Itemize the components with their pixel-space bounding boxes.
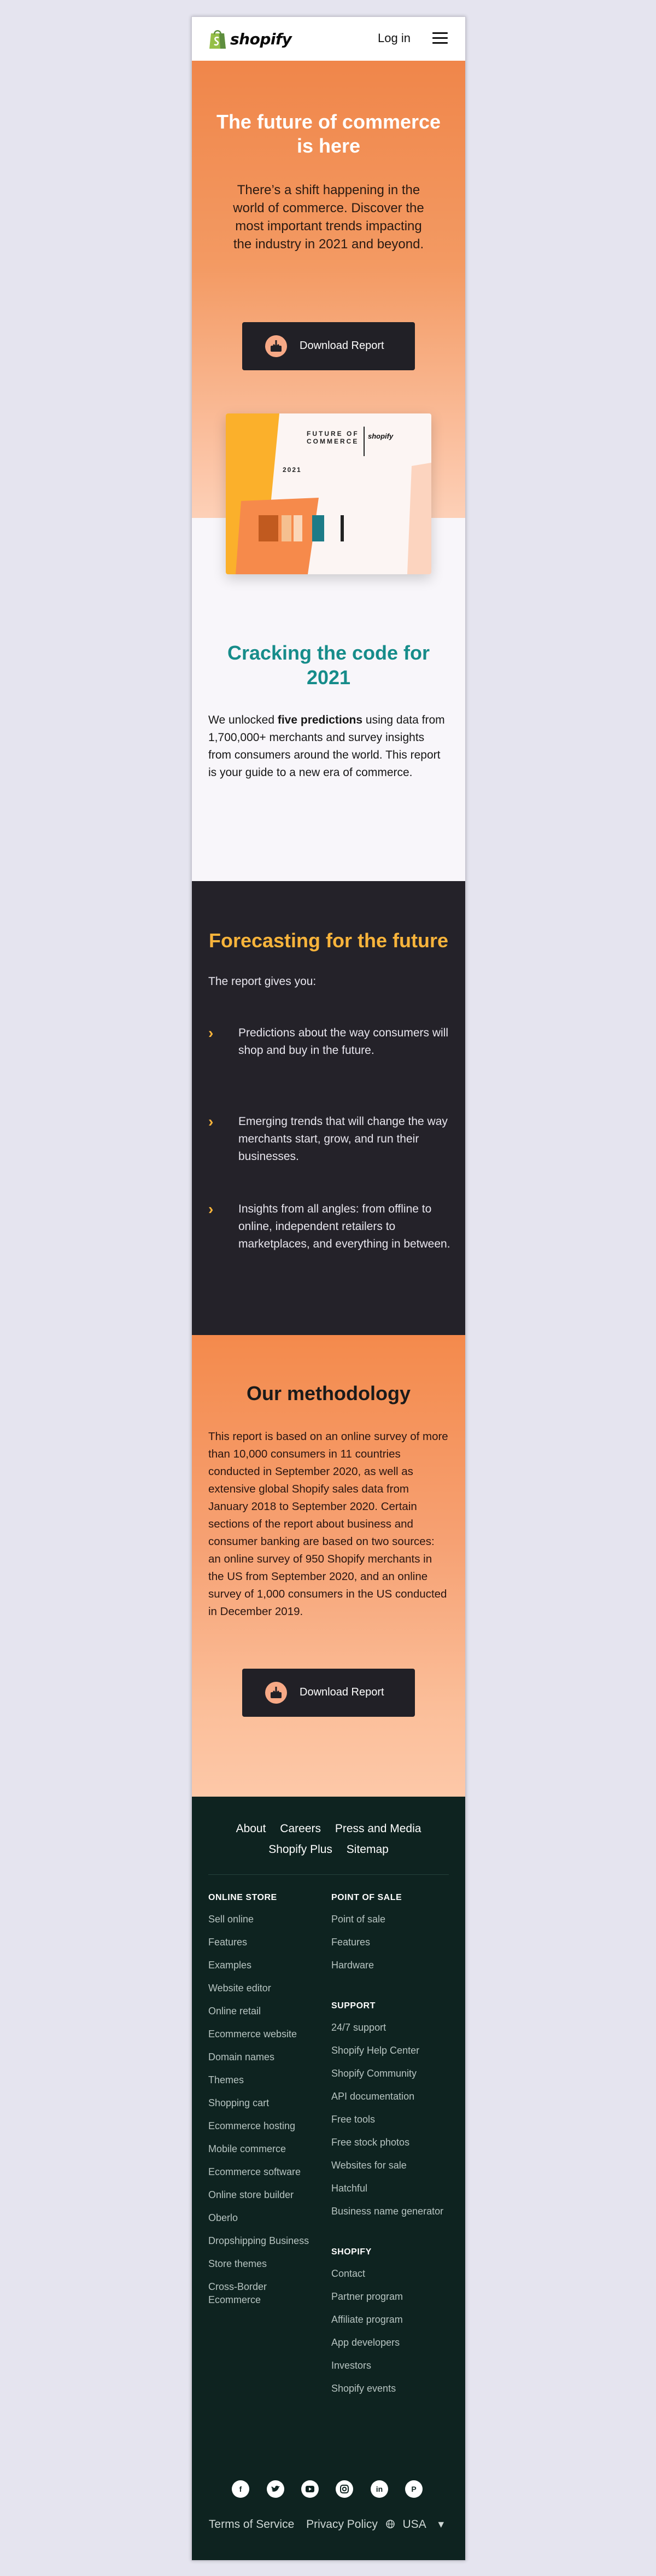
footer-link-sitemap[interactable]: Sitemap [346, 1843, 389, 1856]
footer-link[interactable]: Hardware [331, 1960, 374, 1971]
cover-title-line1: FUTURE OF [307, 430, 359, 438]
caret-down-icon: ▾ [438, 2518, 444, 2531]
footer-link[interactable]: Mobile commerce [208, 2143, 286, 2154]
chevron-right-icon: › [208, 1200, 214, 1217]
hamburger-menu-icon[interactable] [432, 32, 448, 44]
download-report-button[interactable] [242, 322, 415, 370]
footer-link[interactable]: Oberlo [208, 2212, 238, 2223]
site-footer [192, 1797, 465, 2560]
footer-link[interactable]: Features [331, 1937, 371, 1948]
login-link[interactable]: Log in [378, 31, 411, 45]
privacy-policy-link[interactable]: Privacy Policy [306, 2518, 378, 2531]
footer-link[interactable]: Contact [331, 2268, 366, 2279]
list-item-text: Insights from all angles: from offline to online, independent retailers to marketplaces, and everything in between. [238, 1203, 450, 1250]
facebook-icon[interactable]: f [232, 2480, 249, 2498]
footer-link[interactable]: Affiliate program [331, 2314, 403, 2325]
cracking-description [208, 712, 449, 782]
footer-link-press[interactable]: Press and Media [335, 1822, 421, 1835]
intro-section [192, 518, 465, 901]
footer-link[interactable]: Websites for sale [331, 2160, 407, 2171]
footer-link[interactable]: Themes [208, 2074, 244, 2085]
text-bold: five predictions [277, 714, 363, 726]
footer-link-careers[interactable]: Careers [280, 1822, 321, 1835]
footer-link[interactable]: Website editor [208, 1983, 271, 1994]
footer-link[interactable]: App developers [331, 2337, 400, 2348]
text-part: We unlocked [208, 714, 278, 726]
hero-description: There’s a shift happening in the world of commerce. Discover the most important trends impacting the industry in 2021 and beyond. [233, 183, 424, 252]
footer-link[interactable]: Shopify Help Center [331, 2045, 420, 2056]
button-label: Download Report [300, 340, 384, 352]
footer-top-links [192, 1819, 465, 1860]
terms-of-service-link[interactable]: Terms of Service [208, 2518, 295, 2531]
site-header [192, 17, 465, 61]
footer-link[interactable]: Ecommerce software [208, 2166, 301, 2177]
footer-link[interactable]: Sell online [208, 1914, 254, 1925]
page [191, 16, 466, 2561]
twitter-icon[interactable] [267, 2480, 284, 2498]
footer-link[interactable]: Investors [331, 2360, 372, 2371]
chevron-right-icon: › [208, 1113, 214, 1130]
report-cover-image [226, 413, 431, 574]
footer-link[interactable]: Store themes [208, 2258, 267, 2269]
hero-title: The future of commerce is here [216, 110, 441, 157]
methodology-text: This report is based on an online survey of more than 10,000 consumers in 11 countries conducted in September 2020, as well as extensive global Shopify sales data from January 2018 to September 2020. Certain sections of the report about business and consumer banking are based on two sources: an online survey of 950 Shopify merchants in the US from September 2020, and an online survey of 1,000 consumers in the US conducted in December 2019. [208, 1430, 448, 1618]
download-report-button[interactable] [242, 1669, 415, 1717]
footer-link[interactable]: Ecommerce hosting [208, 2120, 296, 2131]
footer-link[interactable]: Dropshipping Business [208, 2235, 309, 2246]
column-heading: SHOPIFY [331, 2247, 372, 2257]
button-label: Download Report [300, 1686, 384, 1698]
cover-brand: shopify [368, 432, 394, 440]
cover-title [307, 430, 359, 445]
footer-column-right [331, 1893, 457, 2395]
forecast-section [192, 881, 465, 1335]
download-icon [265, 335, 287, 357]
brand-name: shopify [230, 30, 292, 48]
footer-link[interactable]: Online store builder [208, 2189, 294, 2200]
globe-icon [385, 2519, 395, 2529]
chevron-right-icon: › [208, 1024, 214, 1041]
region-label: USA [402, 2518, 426, 2531]
footer-link[interactable]: Features [208, 1937, 248, 1948]
divider [208, 1874, 449, 1875]
forecast-intro: The report gives you: [208, 975, 317, 988]
youtube-icon[interactable] [301, 2480, 319, 2498]
column-heading: SUPPORT [331, 2001, 376, 2010]
pinterest-icon[interactable]: P [405, 2480, 423, 2498]
forecast-title: Forecasting for the future [208, 929, 449, 952]
footer-link[interactable]: Shopping cart [208, 2097, 270, 2108]
region-selector[interactable] [385, 2518, 448, 2531]
methodology-section [192, 1335, 465, 1797]
footer-link[interactable]: Partner program [331, 2291, 403, 2302]
download-icon [265, 1682, 287, 1704]
list-item-text: Predictions about the way consumers will shop and buy in the future. [238, 1027, 449, 1057]
shopping-bag-icon [208, 28, 227, 50]
list-item-text: Emerging trends that will change the way merchants start, grow, and run their businesses. [238, 1115, 448, 1163]
instagram-icon[interactable] [336, 2480, 353, 2498]
footer-link[interactable]: 24/7 support [331, 2022, 386, 2033]
footer-column-online-store [208, 1893, 323, 2306]
footer-link-about[interactable]: About [236, 1822, 266, 1835]
footer-link-shopify-plus[interactable]: Shopify Plus [268, 1843, 332, 1856]
footer-link[interactable]: Hatchful [331, 2183, 368, 2194]
text-part: using data from 1,700,000+ merchants and survey insights from consumers around the world. This report is your guide to a new era of commerce. [208, 714, 445, 779]
linkedin-icon[interactable]: in [371, 2480, 388, 2498]
footer-link[interactable]: Free tools [331, 2114, 376, 2125]
footer-link[interactable]: Domain names [208, 2052, 275, 2062]
methodology-title: Our methodology [247, 1382, 411, 1404]
column-heading: POINT OF SALE [331, 1893, 402, 1902]
footer-link[interactable]: Point of sale [331, 1914, 386, 1925]
column-heading: ONLINE STORE [208, 1893, 277, 1902]
shopify-logo[interactable] [208, 27, 291, 51]
footer-link[interactable]: Examples [208, 1960, 252, 1971]
footer-link[interactable]: Business name generator [331, 2206, 444, 2217]
footer-link[interactable]: Cross-Border Ecommerce [208, 2281, 267, 2305]
footer-link[interactable]: Free stock photos [331, 2137, 410, 2148]
cracking-title: Cracking the code for 2021 [227, 642, 430, 689]
footer-link[interactable]: Shopify events [331, 2383, 396, 2394]
footer-link[interactable]: Ecommerce website [208, 2029, 297, 2039]
footer-link[interactable]: Online retail [208, 2006, 261, 2016]
cover-title-line2: COMMERCE [307, 438, 359, 445]
cover-year: 2021 [283, 466, 302, 474]
footer-link[interactable]: API documentation [331, 2091, 415, 2102]
footer-link[interactable]: Shopify Community [331, 2068, 417, 2079]
footer-bottom-links [192, 2517, 465, 2531]
